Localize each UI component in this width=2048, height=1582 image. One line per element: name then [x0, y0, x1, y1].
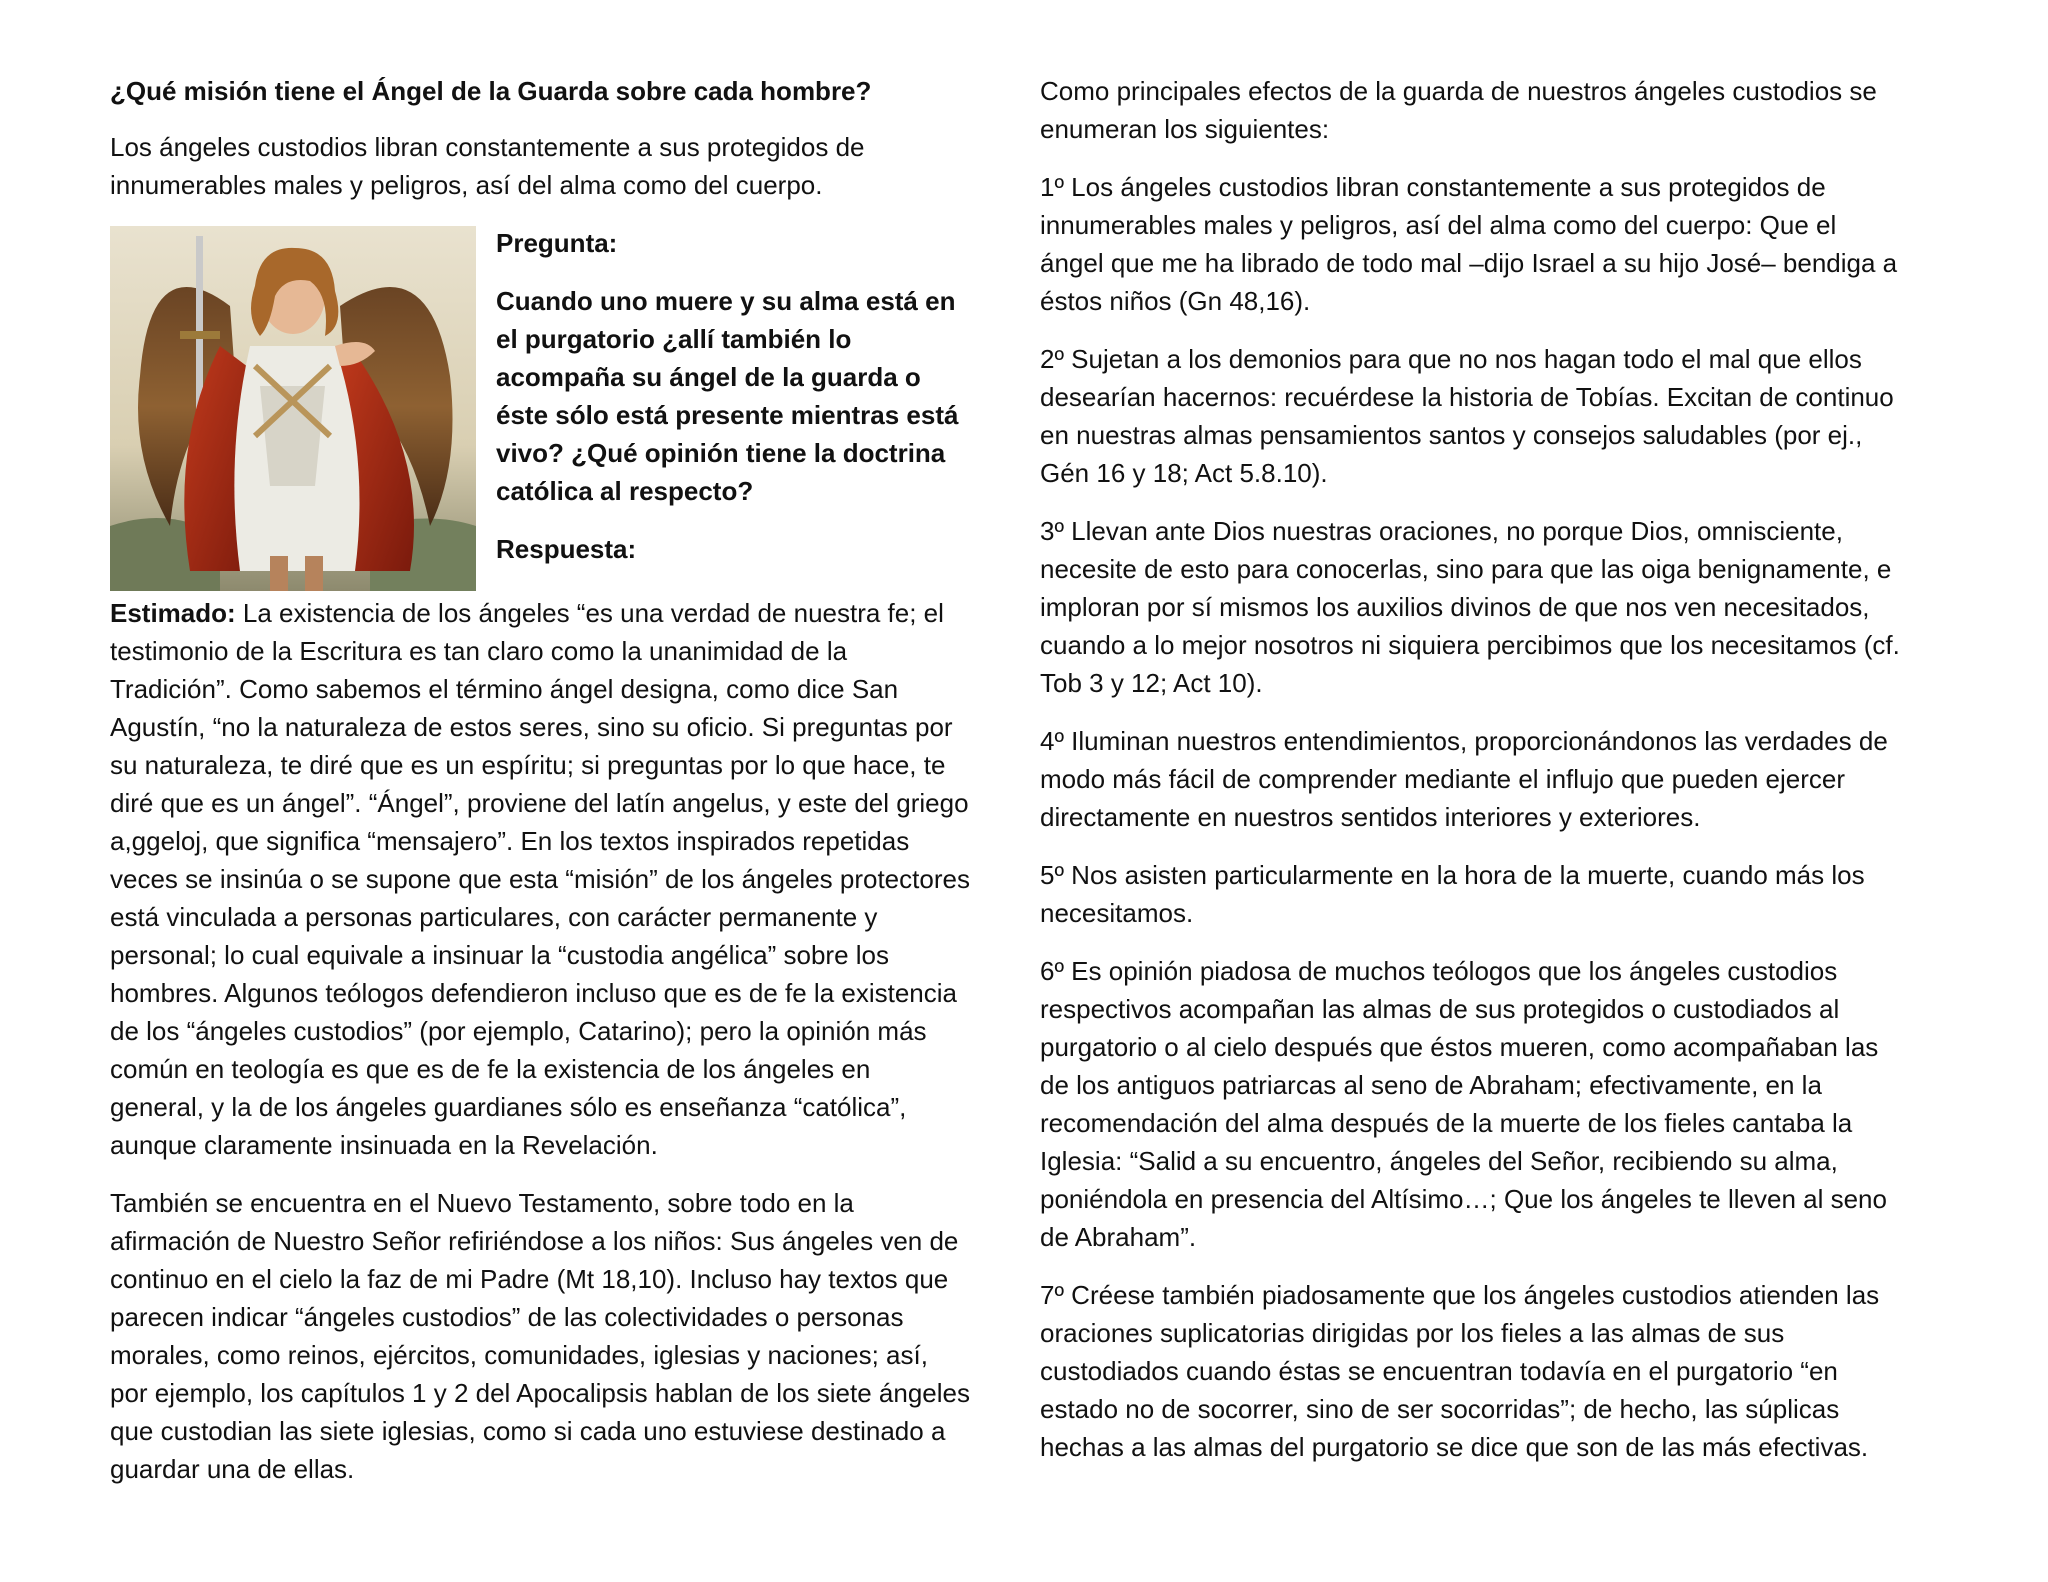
- new-testament-paragraph: También se encuentra en el Nuevo Testamento, sobre todo en la afirmación de Nuestro Señor refiriéndose a los niños: Sus ángeles ven de continuo en el cielo la faz de mi Padre (Mt 18,10). Incluso hay textos que parecen indicar “ángeles custodios” de las colectividades o personas morales, como reinos, ejércitos, comunidades, iglesias y naciones; así, por ejemplo, los capítulos 1 y 2 del Apocalipsis hablan de los siete ángeles que custodian las siete iglesias, como si cada uno estuviese destinado a guardar una de ellas.: [110, 1188, 970, 1484]
- right-column: [1040, 72, 1900, 1486]
- estimado-paragraph: [110, 594, 970, 1164]
- effects-intro: Como principales efectos de la guarda de nuestros ángeles custodios se enumeran los siguientes:: [1040, 76, 1877, 144]
- question-label: Pregunta:: [496, 228, 618, 258]
- question-text-box: [496, 224, 976, 588]
- effect-item-4: 4º Iluminan nuestros entendimientos, proporcionándonos las verdades de modo más fácil de comprender mediante el influjo que pueden ejercer directamente en nuestros sentidos interiores y exteriores.: [1040, 726, 1888, 832]
- effect-item-7: 7º Créese también piadosamente que los ángeles custodios atienden las oraciones suplicatorias dirigidas por los fieles a las almas de sus custodiados cuando éstas se encuentran todavía en el purgatorio “en estado no de socorrer, sino de ser socorridas”; de hecho, las súplicas hechas a las almas del purgatorio se dice que son de las más efectivas.: [1040, 1280, 1880, 1462]
- guardian-angel-image: [110, 226, 476, 591]
- left-column: [110, 72, 970, 1508]
- question-block: [110, 224, 970, 594]
- effect-item-6: 6º Es opinión piadosa de muchos teólogos que los ángeles custodios respectivos acompañan las almas de sus protegidos o custodiados al purgatorio o al cielo después que éstos mueren, como acompañaban las de los antiguos patriarcas al seno de Abraham; efectivamente, en la recomendación del alma después de la muerte de los fieles cantaba la Iglesia: “Salid a su encuentro, ángeles del Señor, recibiendo su alma, poniéndola en presencia del Altísimo…; Que los ángeles te lleven al seno de Abraham”.: [1040, 956, 1887, 1252]
- estimado-text: La existencia de los ángeles “es una verdad de nuestra fe; el testimonio de la Escritura es tan claro como la unanimidad de la Tradición”. Como sabemos el término ángel designa, como dice San Agustín, “no la naturaleza de estos seres, sino su oficio. Si preguntas por su naturaleza, te diré que es un espíritu; si preguntas por lo que hace, te diré que es un ángel”. “Ángel”, proviene del latín angelus, y este del griego a,ggeloj, que significa “mensajero”. En los textos inspirados repetidas veces se insinúa o se supone que esta “misión” de los ángeles protectores está vinculada a personas particulares, con carácter permanente y personal; lo cual equivale a insinuar la “custodia angélica” sobre los hombres. Algunos teólogos defendieron incluso que es de fe la existencia de los “ángeles custodios” (por ejemplo, Catarino); pero la opinión más común en teología es que es de fe la existencia de los ángeles en general, y la de los ángeles guardianes sólo es enseñanza “católica”, aunque claramente insinuada en la Revelación.: [110, 598, 970, 1160]
- effect-item-1: 1º Los ángeles custodios libran constantemente a sus protegidos de innumerables males y peligros, así del alma como del cuerpo: Que el ángel que me ha librado de todo mal –dijo Israel a su hijo José– bendiga a éstos niños (Gn 48,16).: [1040, 172, 1898, 316]
- section-heading: ¿Qué misión tiene el Ángel de la Guarda sobre cada hombre?: [110, 76, 872, 106]
- answer-label: Respuesta:: [496, 534, 637, 564]
- effect-item-2: 2º Sujetan a los demonios para que no nos hagan todo el mal que ellos desearían hacernos: recuérdese la historia de Tobías. Excitan de continuo en nuestras almas pensamientos santos y consejos saludables (por ej., Gén 16 y 18; Act 5.8.10).: [1040, 344, 1894, 488]
- effect-item-3: 3º Llevan ante Dios nuestras oraciones, no porque Dios, omnisciente, necesite de esto para conocerlas, sino para que las oiga benignamente, e imploran por sí mismos los auxilios divinos de que nos ven necesitados, cuando a lo mejor nosotros ni siquiera percibimos que los necesitamos (cf. Tob 3 y 12; Act 10).: [1040, 516, 1900, 698]
- effect-item-5: 5º Nos asisten particularmente en la hora de la muerte, cuando más los necesitamos.: [1040, 860, 1865, 928]
- estimado-label: Estimado:: [110, 598, 236, 628]
- intro-paragraph: Los ángeles custodios libran constantemente a sus protegidos de innumerables males y peligros, así del alma como del cuerpo.: [110, 132, 865, 200]
- question-text: Cuando uno muere y su alma está en el purgatorio ¿allí también lo acompaña su ángel de la guarda o éste sólo está presente mientras está vivo? ¿Qué opinión tiene la doctrina católica al respecto?: [496, 286, 959, 506]
